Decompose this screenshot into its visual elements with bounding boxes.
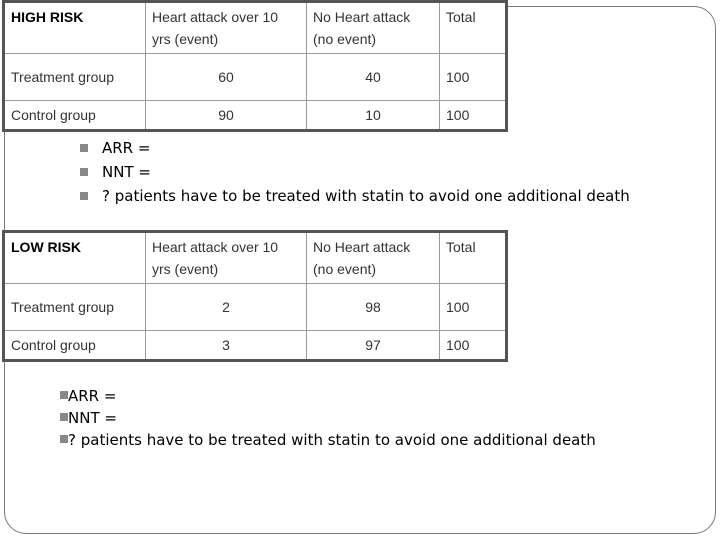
row-label: Control group (4, 101, 146, 131)
low-risk-table (2, 230, 508, 362)
nnt-question: NNT = (102, 163, 151, 181)
list-item (60, 429, 620, 451)
nnt-question: NNT = (68, 409, 117, 427)
row-label: Treatment group (4, 284, 146, 331)
cell-no-event: 97 (307, 331, 440, 361)
table-row (4, 284, 507, 331)
high-risk-questions (80, 136, 630, 208)
column-header-no-event: No Heart attack (no event) (307, 232, 440, 284)
arr-question: ARR = (68, 387, 117, 405)
table-title-cell: HIGH RISK (4, 2, 146, 54)
cell-event: 2 (146, 284, 307, 331)
row-label: Control group (4, 331, 146, 361)
low-risk-questions (60, 385, 620, 451)
cell-event: 90 (146, 101, 307, 131)
list-item (80, 136, 630, 160)
square-bullet-icon (60, 413, 68, 421)
square-bullet-icon (60, 391, 68, 399)
table-title-cell: LOW RISK (4, 232, 146, 284)
list-item (80, 160, 630, 184)
column-header-total: Total (440, 2, 507, 54)
list-item (60, 385, 620, 407)
row-label: Treatment group (4, 54, 146, 101)
table-row (4, 54, 507, 101)
cell-total: 100 (440, 54, 507, 101)
column-header-no-event: No Heart attack (no event) (307, 2, 440, 54)
column-header-total: Total (440, 232, 507, 284)
column-header-event: Heart attack over 10 yrs (event) (146, 2, 307, 54)
table-header-row (4, 232, 507, 284)
patients-question: ? patients have to be treated with statin to avoid one additional death (102, 187, 630, 205)
table-header-row (4, 2, 507, 54)
cell-no-event: 98 (307, 284, 440, 331)
cell-no-event: 40 (307, 54, 440, 101)
square-bullet-icon (60, 435, 68, 443)
cell-total: 100 (440, 331, 507, 361)
arr-question: ARR = (102, 139, 151, 157)
square-bullet-icon (80, 168, 88, 176)
cell-no-event: 10 (307, 101, 440, 131)
list-item (60, 407, 620, 429)
column-header-event: Heart attack over 10 yrs (event) (146, 232, 307, 284)
square-bullet-icon (80, 192, 88, 200)
cell-total: 100 (440, 284, 507, 331)
square-bullet-icon (80, 144, 88, 152)
high-risk-table (2, 0, 508, 132)
table-row (4, 331, 507, 361)
patients-question: ? patients have to be treated with statin to avoid one additional death (68, 431, 596, 449)
list-item (80, 184, 630, 208)
cell-event: 60 (146, 54, 307, 101)
cell-event: 3 (146, 331, 307, 361)
table-row (4, 101, 507, 131)
cell-total: 100 (440, 101, 507, 131)
